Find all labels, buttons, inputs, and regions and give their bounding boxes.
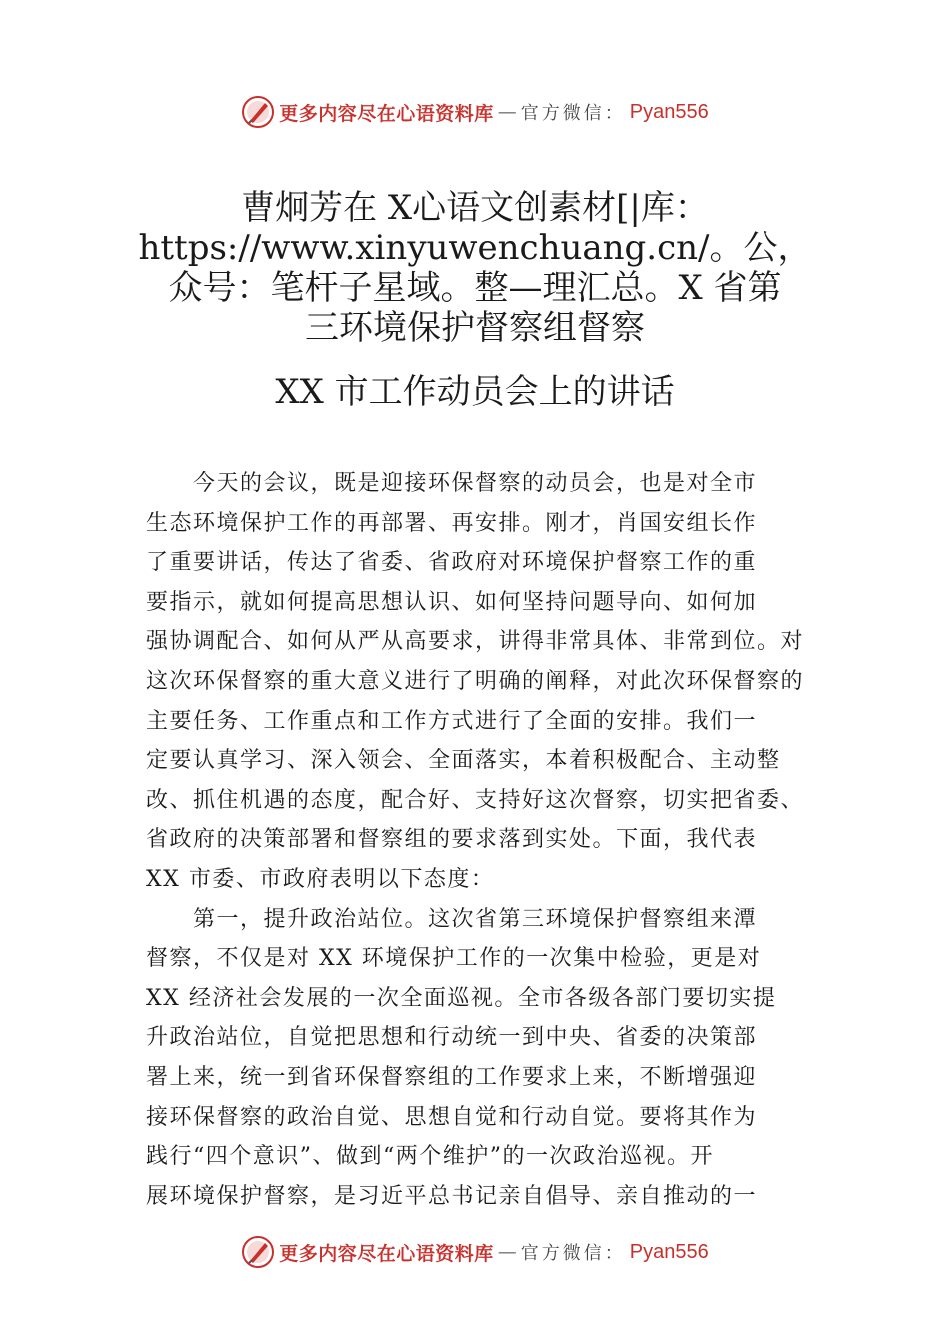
title-line: https://www.xinyuwenchuang.cn/。公， (138, 228, 812, 268)
banner-wechat-id: Pyan556 (629, 100, 709, 123)
body-line: 了重要讲话，传达了省委、省政府对环境保护督察工作的重 (146, 550, 758, 576)
body-line: 展环境保护督察，是习近平总书记亲自倡导、亲自推动的一 (146, 1183, 758, 1209)
quill-logo-icon (241, 95, 275, 129)
footer-banner (0, 1232, 950, 1272)
document-title (110, 188, 840, 348)
body-text (146, 464, 836, 1216)
body-line: 第一，提升政治站位。这次省第三环境保护督察组来潭 (146, 906, 758, 932)
body-line: 省政府的决策部署和督察组的要求落到实处。下面，我代表 (146, 827, 758, 853)
body-line: 强协调配合、如何从严从高要求，讲得非常具体、非常到位。对 (146, 629, 805, 655)
body-line: 生态环境保护工作的再部署、再安排。刚才，肖国安组长作 (146, 510, 758, 536)
banner-separator: — (497, 101, 517, 123)
body-line: 主要任务、工作重点和工作方式进行了全面的安排。我们一 (146, 708, 758, 734)
document-subtitle: XX 市工作动员会上的讲话 (275, 372, 675, 412)
body-line: 今天的会议，既是迎接环保督察的动员会，也是对全市 (146, 471, 758, 496)
banner-separator: — (497, 1241, 517, 1263)
banner-text: 更多内容尽在心语资料库 (279, 1242, 494, 1265)
banner-text: 更多内容尽在心语资料库 (279, 102, 494, 125)
banner-label: 官方微信： (520, 103, 626, 124)
body-line: 接环保督察的政治自觉、思想自觉和行动自觉。要将其作为 (146, 1104, 758, 1130)
title-line: 曹炯芳在 X心语文创素材[|库： (241, 188, 709, 228)
body-line: 践行“四个意识”、做到“两个维护”的一次政治巡视。开 (146, 1144, 714, 1170)
body-line: 升政治站位，自觉把思想和行动统一到中央、省委的决策部 (146, 1025, 758, 1051)
title-line: 三环境保护督察组督察 (305, 308, 645, 348)
header-banner (0, 92, 950, 132)
body-line: XX 市委、市政府表明以下态度： (146, 866, 495, 892)
banner-label: 官方微信： (520, 1243, 626, 1264)
body-line: 要指示，就如何提高思想认识、如何坚持问题导向、如何加 (146, 589, 758, 615)
body-line: 署上来，统一到省环保督察组的工作要求上来，不断增强迎 (146, 1064, 758, 1090)
banner-wechat-id: Pyan556 (629, 1240, 709, 1263)
body-line: XX 经济社会发展的一次全面巡视。全市各级各部门要切实提 (146, 985, 777, 1011)
body-line: 定要认真学习、深入领会、全面落实，本着积极配合、主动整 (146, 748, 781, 774)
body-line: 改、抓住机遇的态度，配合好、支持好这次督察，切实把省委、 (146, 787, 805, 813)
body-line: 督察，不仅是对 XX 环境保护工作的一次集中检验，更是对 (146, 946, 762, 972)
quill-logo-icon (241, 1235, 275, 1269)
title-line: 众号：笔杆子星域。整—理汇总。X 省第 (168, 268, 782, 308)
body-line: 这次环保督察的重大意义进行了明确的阐释，对此次环保督察的 (146, 668, 805, 694)
